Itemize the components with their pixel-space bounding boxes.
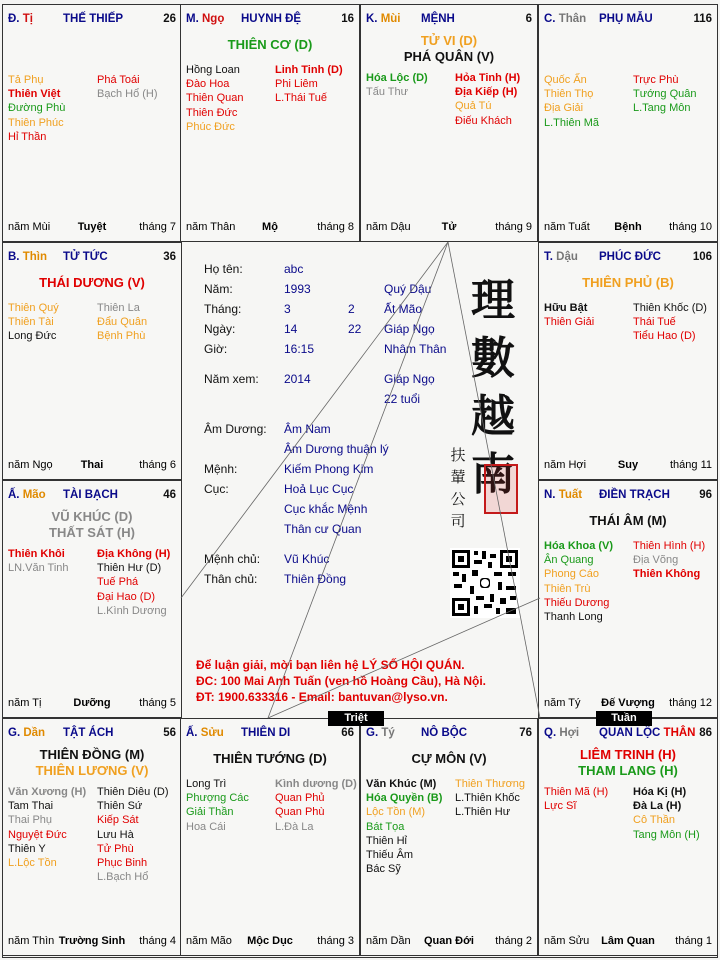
calligraphy-small-char: 司 [450, 512, 466, 530]
palace-than [538, 4, 718, 242]
palace-title: TỬ TỨC [63, 251, 108, 263]
palace-stage: Lâm Quan [601, 935, 655, 947]
palace-ti [2, 4, 182, 242]
palace-title: THẾ THIẾP [63, 13, 124, 25]
star-item: Hữu Bật [544, 302, 588, 314]
minor-stars-right [275, 777, 357, 834]
star-item: Phượng Các [186, 792, 249, 805]
lunar-month-value: 2 [348, 302, 355, 316]
calligraphy-char: 南 [471, 449, 515, 500]
star-item: Hỉ Thần [8, 130, 47, 143]
month-canchi: Ất Mão [384, 302, 423, 316]
star-item: Phá Toái [97, 74, 140, 86]
star-item: Địa Võng [633, 554, 679, 567]
palace-year: năm Sửu [544, 935, 590, 947]
minor-stars-left [8, 547, 69, 575]
star-item: Quan Phủ [275, 792, 325, 805]
lunar-day-value: 22 [348, 322, 362, 336]
qr-code-icon[interactable] [450, 548, 520, 618]
star-item: Thiên Quý [8, 302, 59, 314]
star-item: Thiên Thọ [544, 88, 594, 101]
main-star-1: CỰ MÔN (V) [411, 751, 487, 766]
palace-stage: Thai [80, 459, 104, 471]
minor-stars-right [97, 547, 170, 618]
palace-thin [2, 242, 182, 480]
palace-month: tháng 5 [139, 697, 176, 709]
palace-stage: Tử [441, 221, 457, 233]
main-star-1: THIÊN ĐỒNG (M) [39, 747, 145, 762]
palace-stage: Dưỡng [73, 697, 111, 709]
palace-age: 6 [525, 13, 532, 25]
palace-age: 46 [163, 489, 176, 501]
star-item: Quan Phù [275, 806, 325, 819]
day-canchi: Giáp Ngọ [384, 322, 435, 336]
star-item: Đẩu Quân [97, 316, 148, 329]
star-item: Cô Thần [633, 814, 675, 827]
destiny-master-label: Mệnh chủ: [204, 552, 261, 566]
day-value: 14 [284, 322, 298, 336]
star-item: Điếu Khách [455, 114, 512, 127]
palace-month: tháng 2 [495, 935, 532, 947]
year-value: 1993 [284, 282, 311, 296]
palace-position: K. Mùi [366, 13, 401, 25]
star-item: Long Trì [186, 778, 227, 790]
star-item: Quả Tú [455, 100, 492, 113]
palace-year: năm Mão [186, 935, 232, 947]
view-year-value: 2014 [284, 372, 311, 386]
star-item: Thiên Mã (H) [544, 786, 609, 798]
palace-month: tháng 8 [317, 221, 354, 233]
body-note: Thân cư Quan [284, 522, 362, 536]
star-item: Hỏa Tinh (H) [455, 72, 521, 84]
palace-mui [360, 4, 538, 242]
palace-dan [2, 718, 182, 956]
year-canchi: Quý Dậu [384, 282, 432, 296]
star-item: Thiên Sứ [97, 800, 143, 813]
palace-year: năm Ngọ [8, 459, 53, 471]
star-item: Phi Liêm [275, 78, 318, 91]
name-label: Họ tên: [204, 262, 243, 276]
palace-title: MỆNH [421, 13, 455, 25]
minor-stars-right [633, 539, 705, 582]
palace-title: TẬT ÁCH [63, 727, 114, 739]
star-item: Ân Quang [544, 554, 594, 567]
minor-stars-left [8, 73, 65, 144]
yinyang-value: Âm Nam [284, 422, 331, 436]
star-item: Kiếp Sát [97, 814, 139, 827]
star-item: Đào Hoa [186, 78, 230, 91]
yinyang-note: Âm Dương thuận lý [284, 442, 389, 456]
palace-title: QUAN LỘC THÂN [599, 727, 696, 739]
palace-year: năm Tuất [544, 221, 590, 233]
star-item: Kình dương (D) [275, 778, 357, 790]
star-item: Thiên Khốc (D) [633, 302, 707, 314]
star-item: Văn Khúc (M) [366, 778, 437, 790]
minor-stars-left [8, 301, 59, 344]
star-item: L.Thiên Hư [455, 806, 511, 819]
month-value: 3 [284, 302, 291, 316]
view-year-canchi: Giáp Ngọ [384, 372, 435, 386]
star-item: Hồng Loan [186, 64, 240, 76]
palace-position: B. Thìn [8, 251, 47, 263]
palace-title: ĐIỀN TRẠCH [599, 489, 670, 501]
palace-position: Đ. Tị [8, 13, 33, 25]
month-label: Tháng: [204, 302, 242, 316]
main-star-1: VŨ KHÚC (D) [51, 509, 133, 524]
star-item: Hóa Quyền (B) [366, 792, 443, 805]
palace-position: G. Tý [366, 727, 395, 739]
palace-stage: Mộc Dục [247, 935, 293, 947]
star-item: Văn Xương (H) [8, 786, 87, 798]
star-item: Đại Hao (D) [97, 590, 156, 603]
palace-suu [180, 718, 360, 956]
star-item: Thiên Khôi [8, 548, 65, 560]
palace-position: N. Tuất [544, 489, 583, 501]
name-value: abc [284, 262, 304, 276]
minor-stars-right [97, 73, 158, 101]
palace-age: 96 [699, 489, 712, 501]
calligraphy-char: 數 [471, 333, 515, 384]
palace-year: năm Thìn [8, 935, 55, 947]
palace-stage: Suy [617, 459, 639, 471]
main-star-2: THIÊN LƯƠNG (V) [35, 763, 149, 778]
palace-year: năm Mùi [8, 221, 51, 233]
palace-age: 36 [163, 251, 176, 263]
star-item: Hóa Khoa (V) [544, 540, 614, 552]
calligraphy-char: 理 [471, 275, 515, 326]
star-item: L.Lộc Tồn [8, 857, 57, 870]
body-master-label: Thân chủ: [204, 572, 258, 586]
palace-age: 106 [692, 251, 712, 263]
palace-month: tháng 1 [675, 935, 712, 947]
view-year-label: Năm xem: [204, 372, 259, 386]
star-item: Tiểu Hao (D) [633, 330, 696, 343]
palace-year: năm Tị [8, 697, 42, 709]
minor-stars-left [366, 71, 428, 99]
star-item: Tam Thai [8, 800, 54, 813]
star-item: Tướng Quân [633, 88, 697, 101]
palace-title: PHỤ MẪU [599, 13, 653, 25]
bureau-note: Cục khắc Mệnh [284, 502, 368, 516]
star-item: Lộc Tồn (M) [366, 806, 426, 819]
star-item: Thiên Tài [8, 316, 54, 329]
minor-stars-left [544, 73, 599, 130]
minor-stars-right [633, 301, 707, 344]
palace-mao [2, 480, 182, 718]
star-item: Bạch Hổ (H) [97, 88, 158, 101]
palace-position: T. Dậu [544, 251, 578, 263]
star-item: Thiếu Dương [544, 596, 610, 609]
star-item: Thiên Không [633, 568, 701, 581]
star-item: L.Kình Dương [97, 604, 167, 617]
star-item: Thiên Đức [186, 106, 238, 119]
main-star-1: THIÊN CƠ (D) [227, 37, 313, 52]
star-item: Hóa Kị (H) [633, 786, 687, 798]
star-item: Giải Thần [186, 806, 234, 819]
palace-position: Ấ. Mão [8, 489, 46, 501]
palace-position: G. Dần [8, 727, 46, 739]
star-item: Bát Tọa [366, 820, 405, 833]
palace-tuat [538, 480, 718, 718]
main-star-1: THÁI DƯƠNG (V) [39, 275, 145, 290]
destiny-master-value: Vũ Khúc [284, 552, 330, 566]
minor-stars-right [97, 301, 147, 344]
year-label: Năm: [204, 282, 233, 296]
palace-stage: Quan Đới [424, 935, 474, 947]
main-star-2: PHÁ QUÂN (V) [403, 49, 495, 64]
palace-year: năm Tý [544, 697, 581, 709]
star-item: Phục Binh [97, 857, 148, 870]
star-item: Phúc Đức [186, 120, 235, 133]
star-item: Long Đức [8, 330, 57, 343]
minor-stars-left [186, 777, 249, 834]
star-item: Địa Kiếp (H) [455, 86, 518, 99]
star-item: Thiên Quan [186, 92, 244, 105]
star-item: Thiên Diêu (D) [97, 786, 169, 798]
calligraphy-small-char: 公 [450, 490, 466, 508]
main-star-1: THIÊN TƯỚNG (D) [213, 751, 327, 766]
palace-stage: Đế Vượng [601, 697, 655, 709]
star-item: Thai Phụ [8, 814, 53, 827]
palace-age: 26 [163, 13, 176, 25]
palace-age: 56 [163, 727, 176, 739]
main-star-1: THÁI ÂM (M) [589, 513, 667, 528]
destiny-value: Kiếm Phong Kim [284, 462, 374, 476]
star-item: Quốc Ấn [544, 74, 587, 86]
destiny-label: Mệnh: [204, 462, 238, 476]
calligraphy-small-char: 扶 [450, 446, 466, 464]
contact-line-1: Để luận giải, mời bạn liên hệ LÝ SỐ HỘI QUÁN. [196, 658, 465, 672]
palace-month: tháng 12 [669, 697, 712, 709]
star-item: Thiên Hỉ [366, 834, 407, 847]
hour-canchi: Nhâm Thân [384, 342, 447, 356]
palace-title: NÔ BỘC [421, 727, 467, 739]
main-star-2: THẤT SÁT (H) [49, 525, 135, 540]
calligraphy-char: 越 [471, 391, 515, 442]
star-item: Thái Tuế [633, 316, 676, 329]
main-star-1: TỬ VI (D) [420, 33, 478, 48]
star-item: Thiên La [97, 302, 140, 314]
contact-line-3: ĐT: 1900.633316 - Email: bantuvan@lyso.vn. [196, 690, 448, 704]
bureau-value: Hoả Lục Cục [284, 482, 354, 496]
palace-ngo [180, 4, 360, 242]
star-item: L.Thiên Khốc [455, 792, 520, 805]
palace-age: 76 [519, 727, 532, 739]
palace-title: HUYNH ĐỆ [241, 13, 302, 25]
star-item: Tử Phù [97, 842, 134, 855]
body-master-value: Thiên Đồng [284, 572, 347, 586]
star-item: Tả Phụ [8, 74, 44, 86]
minor-stars-right [97, 785, 169, 884]
palace-title: THIÊN DI [241, 727, 291, 739]
palace-year: năm Dậu [366, 221, 411, 233]
star-item: Đường Phù [8, 102, 66, 115]
palace-stage: Trường Sinh [58, 935, 126, 947]
star-item: Tuế Phá [97, 576, 139, 589]
calligraphy-small-char: 輦 [450, 468, 466, 486]
contact-line-2: ĐC: 100 Mai Anh Tuấn (ven hồ Hoàng Cầu), Hà Nội. [196, 674, 487, 688]
minor-stars-left [544, 301, 594, 329]
palace-year: năm Hợi [544, 459, 587, 471]
hour-value: 16:15 [284, 342, 315, 356]
minor-stars-right [275, 63, 343, 106]
palace-month: tháng 11 [669, 459, 712, 471]
palace-age: 86 [699, 727, 712, 739]
palace-age: 16 [341, 13, 354, 25]
palace-age: 66 [341, 727, 354, 739]
star-item: Bệnh Phù [97, 330, 146, 343]
minor-stars-right [455, 71, 520, 128]
star-item: Đà La (H) [633, 800, 682, 813]
star-item: Thiên Thương [455, 778, 526, 790]
palace-position: C. Thân [544, 13, 587, 25]
star-item: Linh Tinh (D) [275, 64, 343, 76]
palace-position: M. Ngọ [186, 13, 225, 25]
star-item: LN.Văn Tinh [8, 562, 69, 575]
bureau-label: Cục: [204, 482, 229, 496]
palace-hoi [538, 718, 718, 956]
star-item: Địa Không (H) [97, 548, 171, 560]
star-item: Thiên Việt [8, 88, 61, 101]
red-seal-stamp [484, 464, 518, 514]
palace-month: tháng 9 [495, 221, 532, 233]
star-item: Phong Cáo [544, 568, 600, 581]
palace-age: 116 [693, 13, 712, 25]
star-item: Hóa Lộc (D) [366, 72, 428, 84]
star-item: Địa Giải [544, 102, 584, 115]
palace-ty [360, 718, 538, 956]
star-item: Thanh Long [544, 611, 603, 624]
minor-stars-left [544, 785, 608, 813]
star-item: Thiên Giải [544, 316, 595, 329]
palace-month: tháng 10 [669, 221, 712, 233]
palace-stage: Tuyệt [77, 221, 107, 233]
palace-stage: Mộ [262, 221, 278, 233]
minor-stars-right [455, 777, 525, 820]
star-item: Hoa Cái [186, 820, 226, 833]
palace-month: tháng 6 [139, 459, 176, 471]
star-item: L.Tang Môn [633, 102, 691, 115]
palace-dau [538, 242, 718, 480]
tuan-tag: Tuần [596, 711, 652, 726]
minor-stars-left [544, 539, 613, 624]
palace-year: năm Dần [366, 935, 411, 947]
star-item: Thiếu Âm [366, 849, 414, 862]
minor-stars-right [633, 785, 700, 842]
palace-month: tháng 4 [139, 935, 176, 947]
palace-stage: Bệnh [614, 221, 642, 233]
palace-position: Ấ. Sửu [186, 727, 224, 739]
triet-tag: Triệt [328, 711, 384, 726]
minor-stars-left [366, 777, 442, 876]
yinyang-label: Âm Dương: [204, 422, 267, 436]
star-item: Thiên Trù [544, 582, 591, 595]
main-star-1: LIÊM TRINH (H) [579, 747, 677, 762]
star-item: Lưu Hà [97, 828, 134, 841]
main-star-2: THAM LANG (H) [578, 763, 678, 778]
age-value: 22 tuổi [384, 392, 421, 406]
star-item: Thiên Phúc [8, 116, 64, 129]
minor-stars-left [186, 63, 243, 134]
star-item: L.Thiên Mã [544, 116, 600, 129]
star-item: Nguyệt Đức [8, 828, 67, 841]
palace-month: tháng 7 [139, 221, 176, 233]
palace-year: năm Thân [186, 221, 236, 233]
star-item: L.Bạch Hổ [97, 871, 149, 884]
star-item: Lực Sĩ [544, 800, 577, 813]
star-item: Bác Sỹ [366, 863, 401, 876]
star-item: Thiên Y [8, 842, 46, 855]
minor-stars-left [8, 785, 86, 870]
star-item: Tang Môn (H) [633, 828, 700, 841]
star-item: Thiên Hư (D) [97, 562, 162, 575]
star-item: L.Thái Tuế [275, 92, 327, 105]
main-star-1: THIÊN PHỦ (B) [582, 275, 674, 290]
palace-title: PHÚC ĐỨC [599, 251, 661, 263]
day-label: Ngày: [204, 322, 236, 336]
minor-stars-right [633, 73, 697, 116]
star-item: Trực Phù [633, 74, 679, 86]
star-item: L.Đà La [275, 820, 314, 833]
star-item: Thiên Hình (H) [633, 540, 706, 552]
hour-label: Giờ: [204, 342, 228, 356]
palace-position: Q. Hợi [544, 727, 580, 739]
palace-title: TÀI BẠCH [63, 489, 118, 501]
palace-month: tháng 3 [317, 935, 354, 947]
star-item: Tấu Thư [366, 86, 409, 99]
